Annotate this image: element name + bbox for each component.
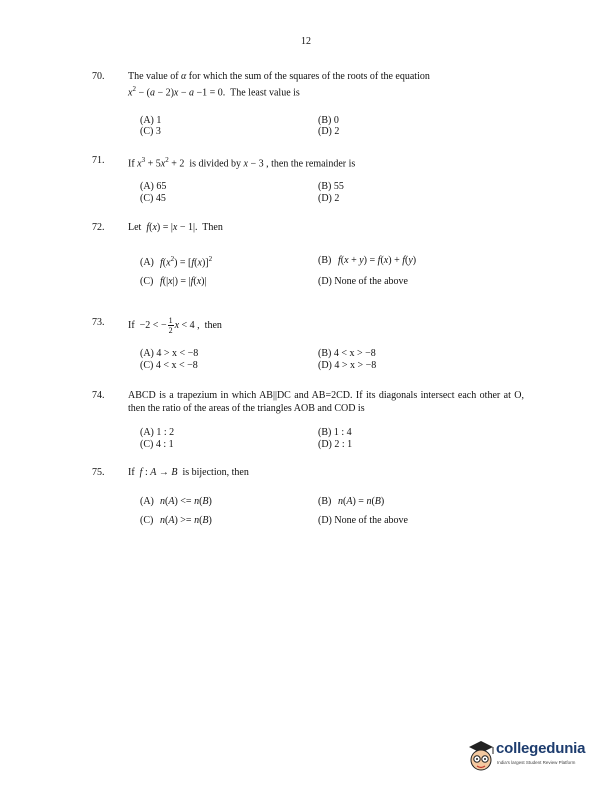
option-b[interactable]: (B) 4 < x > −8 [318,348,376,359]
question-text: The value of α for which the sum of the squares of the roots of the equation $x^2 - (a - 2)x - a -1 = 0$. The least value is [128,71,430,99]
collegedunia-logo[interactable] [466,738,606,778]
option-b[interactable]: (B) f(x + y) = f(x) + f(y) [318,255,417,266]
option-a[interactable]: (A) 1 : 2 [140,427,175,438]
option-c[interactable]: (C) 3 [140,126,161,137]
logo-wordmark: collegedunia [496,740,586,757]
question-number: 71. [92,155,105,166]
question-number: 74. [92,390,105,401]
option-d[interactable]: (D) None of the above [318,276,408,287]
option-b[interactable]: (B) n(A) = n(B) [318,496,385,507]
option-d[interactable]: (D) 4 > x > −8 [318,360,377,371]
question-text: If −2 < − $\frac{1}{2}$ x < 4 , then [128,316,222,335]
page-number: 12 [301,36,311,47]
option-d[interactable]: (D) 2 : 1 [318,439,353,450]
option-c[interactable]: (C) 45 [140,193,166,204]
question-text: If $x^3 + 5x^2 + 2$ is divided by x − 3 , then the remainder is [128,156,356,170]
option-b[interactable]: (B) 0 [318,115,339,126]
option-b[interactable]: (B) 1 : 4 [318,427,352,438]
option-c[interactable]: (C) 4 < x < −8 [140,360,198,371]
logo-tagline: India's largest Student Review Platform [497,760,576,765]
option-a[interactable]: (A) 65 [140,181,167,192]
option-c[interactable]: (C) n(A) >= n(B) [140,515,212,526]
question-number: 75. [92,467,105,478]
option-a[interactable]: (A) $f(x^2) = [f(x)]^2$ [140,255,213,269]
question-text: ABCD is a trapezium in which AB||DC and AB=2CD. If its diagonals intersect each other at O, then the ratio of the areas of the triangles AOB and COD is [128,390,524,414]
question-number: 70. [92,71,105,82]
question-number: 72. [92,222,105,233]
option-b[interactable]: (B) 55 [318,181,344,192]
question-number: 73. [92,317,105,328]
option-c[interactable]: (C) 4 : 1 [140,439,174,450]
option-d[interactable]: (D) 2 [318,193,340,204]
option-a[interactable]: (A) 1 [140,115,162,126]
option-d[interactable]: (D) None of the above [318,515,408,526]
option-a[interactable]: (A) 4 > x < −8 [140,348,199,359]
question-text: If f : A → B is bijection, then [128,467,249,478]
question-text: Let f(x) = |x − 1|. Then [128,222,223,233]
student-mascot-icon [466,738,496,778]
option-d[interactable]: (D) 2 [318,126,340,137]
option-a[interactable]: (A) n(A) <= n(B) [140,496,212,507]
option-c[interactable]: (C) f(|x|) = |f(x)| [140,276,207,287]
